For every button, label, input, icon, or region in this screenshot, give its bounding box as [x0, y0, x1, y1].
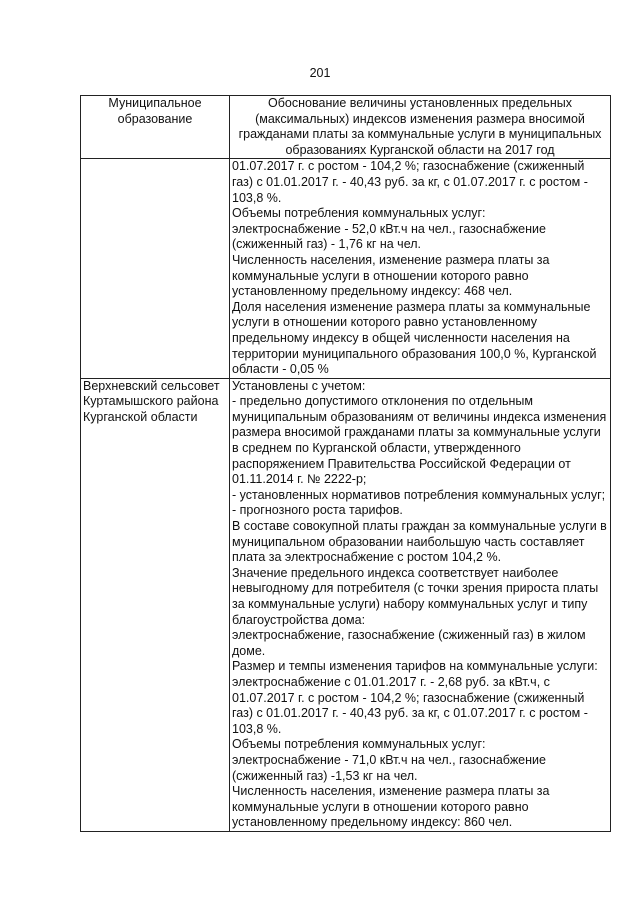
paragraph: электроснабжение с 01.01.2017 г. - 2,68 руб. за кВт.ч, с 01.07.2017 г. с ростом - 104,2 %; газоснабжение (сжиженный газ) с 01.01.2017 г. - 40,43 руб. за кг, с 01.07.2017 г. с ростом - 103,8 %.	[232, 674, 588, 736]
page-number: 201	[309, 66, 331, 80]
paragraph: 01.07.2017 г. с ростом - 104,2 %; газоснабжение (сжиженный газ) с 01.01.2017 г. - 40,43 руб. за кг, с 01.07.2017 г. с ростом - 103,8 %.	[232, 159, 588, 205]
paragraph: - установленных нормативов потребления коммунальных услуг;	[232, 487, 606, 502]
header-municipality: Муниципальное образование	[81, 96, 230, 159]
paragraph: Численность населения, изменение размера платы за коммунальные услуги в отношении которого равно установленному предельному индексу: 468 чел.	[232, 252, 550, 299]
paragraph: - прогнозного роста тарифов.	[232, 503, 403, 518]
paragraph: Размер и темпы изменения тарифов на коммунальные услуги:	[232, 659, 598, 674]
header-justification: Обоснование величины установленных предельных (максимальных) индексов изменения размера вносимой гражданами платы за коммунальные услуги в муниципальных образованиях Курганской области на 2017 год	[230, 96, 611, 159]
justification-table	[80, 95, 611, 832]
table-header-row	[81, 96, 611, 159]
municipality-cell	[81, 159, 230, 378]
paragraph: Численность населения, изменение размера платы за коммунальные услуги в отношении которого равно установленному предельному индексу: 860 чел.	[232, 784, 550, 830]
municipality-cell: Верхневский сельсовет Куртамышского района Курганской области	[81, 378, 230, 831]
paragraph: Объемы потребления коммунальных услуг:	[232, 737, 486, 752]
paragraph: Установлены с учетом:	[232, 378, 366, 393]
paragraph: - предельно допустимого отклонения по отдельным муниципальным образованиям от величины индекса изменения размера вносимой гражданами платы за коммунальные услуги в среднем по Курганской области, утвержденного распоряжением Правительства Российской Федерации от 01.11.2014 г. № 2222-р;	[232, 394, 607, 487]
paragraph: Объемы потребления коммунальных услуг:	[232, 206, 486, 221]
paragraph: Доля населения изменение размера платы за коммунальные услуги в отношении которого равно установленному предельному индексу в общей численности населения на территории муниципального образования 100,0 %, Курганской области - 0,05 %	[232, 299, 597, 377]
table-row	[81, 159, 611, 378]
paragraph: электроснабжение - 71,0 кВт.ч на чел., газоснабжение (сжиженный газ) -1,53 кг на чел.	[232, 752, 546, 783]
table-row	[81, 378, 611, 831]
paragraph: электроснабжение - 52,0 кВт.ч на чел., газоснабжение (сжиженный газ) - 1,76 кг на чел.	[232, 221, 546, 252]
paragraph: В составе совокупной платы граждан за коммунальные услуги в муниципальном образовании наибольшую часть составляет плата за электроснабжение с ростом 104,2 %.	[232, 519, 607, 565]
paragraph: Значение предельного индекса соответствует наиболее невыгодному для потребителя (с точки зрения прироста платы за коммунальные услуги) набору коммунальных услуг и типу благоустройства дома:	[232, 565, 599, 627]
justification-cell	[230, 159, 611, 378]
justification-cell	[230, 378, 611, 831]
paragraph: электроснабжение, газоснабжение (сжиженный газ) в жилом доме.	[232, 628, 586, 658]
